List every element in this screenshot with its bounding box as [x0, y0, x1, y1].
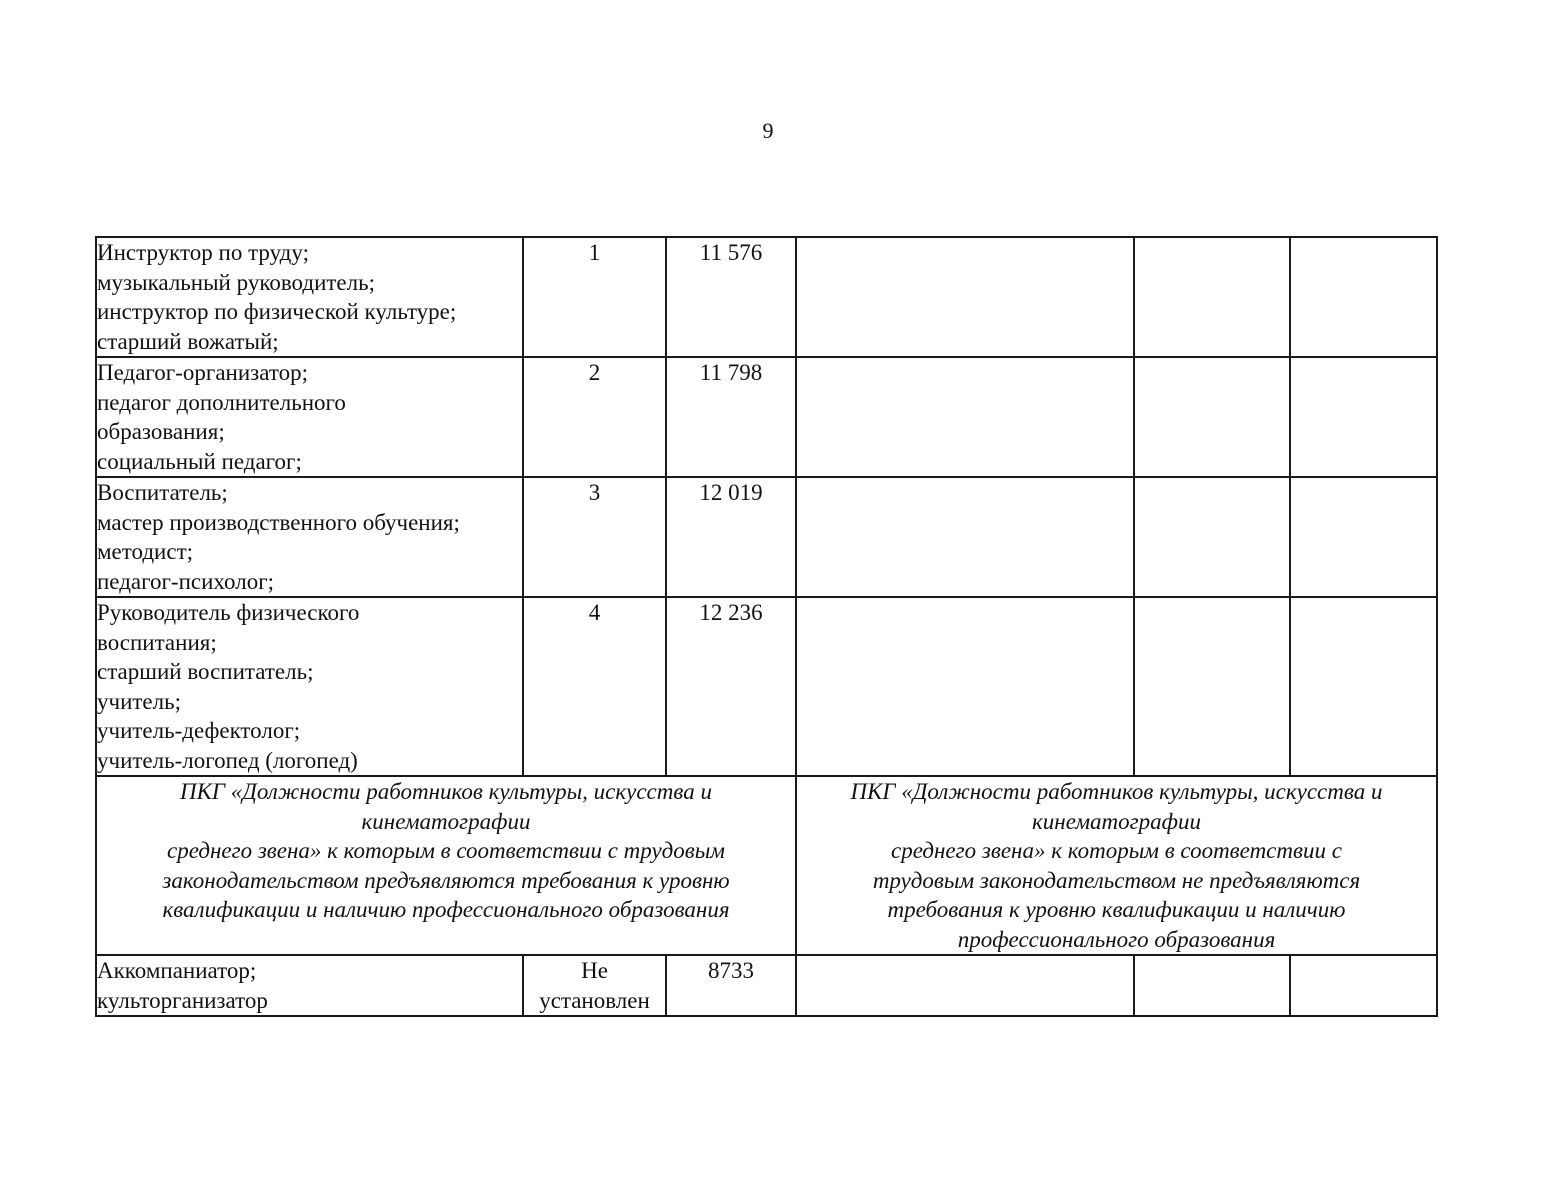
salary-amount-cell [666, 597, 796, 776]
position-name: методист; [97, 539, 194, 564]
group-caption-line: ПКГ «Должности работников культуры, искусства и [850, 779, 1383, 804]
table-row [96, 357, 1437, 477]
group-caption-line: законодательством предъявляются требования к уровню [162, 867, 730, 893]
position-names-cell [96, 237, 523, 357]
group-caption-line: требования к уровню квалификации и наличию [887, 897, 1346, 922]
position-name: старший вожатый; [97, 328, 279, 354]
position-names-cell [96, 477, 523, 597]
table-row [96, 237, 1437, 357]
group-caption-line: трудовым законодательством не предъявляются [872, 867, 1361, 893]
empty-cell [1134, 955, 1290, 1016]
empty-cell [1290, 357, 1437, 477]
position-name: мастер производственного обучения; [97, 509, 460, 535]
position-name: Руководитель физического [97, 600, 360, 625]
group-header-row [96, 776, 1437, 955]
position-name: Педагог-организатор; [97, 360, 308, 385]
empty-cell [796, 597, 1134, 776]
empty-cell [1290, 955, 1437, 1016]
position-name: Инструктор по труду; [97, 240, 309, 265]
position-name: учитель; [97, 688, 181, 714]
salary-amount-cell [666, 237, 796, 357]
group-caption-line: кинематографии [361, 808, 531, 834]
salary-amount-cell [666, 477, 796, 597]
position-name: культорганизатор [97, 987, 268, 1013]
position-name: учитель-логопед (логопед) [97, 747, 358, 773]
empty-cell [1134, 597, 1290, 776]
position-name: педагог-психолог; [97, 568, 275, 594]
position-name: социальный педагог; [97, 448, 302, 474]
empty-cell [1290, 597, 1437, 776]
group-caption-line: ПКГ «Должности работников культуры, искусства и [180, 779, 712, 804]
position-name: педагог дополнительного [97, 389, 346, 415]
qualification-level-cell: 1 [523, 237, 666, 357]
salary-amount-cell [666, 955, 796, 1016]
empty-cell [796, 477, 1134, 597]
empty-cell [1134, 237, 1290, 357]
group-caption-line: квалификации и наличию профессионального образования [162, 897, 730, 922]
empty-cell [796, 955, 1134, 1016]
position-name: Аккомпаниатор; [97, 958, 257, 983]
qualification-level-cell: 3 [523, 477, 666, 597]
position-name: старший воспитатель; [97, 659, 314, 684]
salary-amount: 8733 [708, 958, 754, 983]
position-name: воспитания; [97, 629, 217, 655]
position-names-cell [96, 955, 523, 1016]
group-caption-line: профессионального образования [957, 926, 1276, 952]
empty-cell [1290, 237, 1437, 357]
page-number: 9 [762, 118, 774, 143]
salary-table [95, 236, 1438, 1017]
empty-cell [1134, 477, 1290, 597]
table-row [96, 955, 1437, 1016]
empty-cell [796, 357, 1134, 477]
qualification-level-cell: Не установлен [523, 955, 666, 1016]
group-caption-line: среднего звена» к которым в соответствии с трудовым [167, 838, 725, 863]
group-caption-line: среднего звена» к которым в соответствии с [891, 838, 1342, 863]
salary-amount: 11 576 [699, 240, 763, 265]
position-name: инструктор по физической культуре; [97, 299, 457, 324]
table-row [96, 597, 1437, 776]
position-name: учитель-дефектолог; [97, 718, 301, 743]
position-name: музыкальный руководитель; [97, 269, 375, 295]
group-caption-right [796, 776, 1437, 955]
salary-amount-cell [666, 357, 796, 477]
salary-amount: 12 019 [699, 480, 763, 505]
position-name: Воспитатель; [97, 480, 228, 505]
empty-cell [1134, 357, 1290, 477]
position-names-cell [96, 597, 523, 776]
salary-amount: 11 798 [699, 360, 763, 385]
salary-amount: 12 236 [699, 600, 763, 625]
position-name: образования; [97, 419, 225, 444]
position-names-cell [96, 357, 523, 477]
group-caption-line: кинематографии [1032, 808, 1201, 834]
qualification-level-cell: 4 [523, 597, 666, 776]
qualification-level-cell: 2 [523, 357, 666, 477]
empty-cell [1290, 477, 1437, 597]
table-row [96, 477, 1437, 597]
group-caption-left [96, 776, 796, 955]
empty-cell [796, 237, 1134, 357]
